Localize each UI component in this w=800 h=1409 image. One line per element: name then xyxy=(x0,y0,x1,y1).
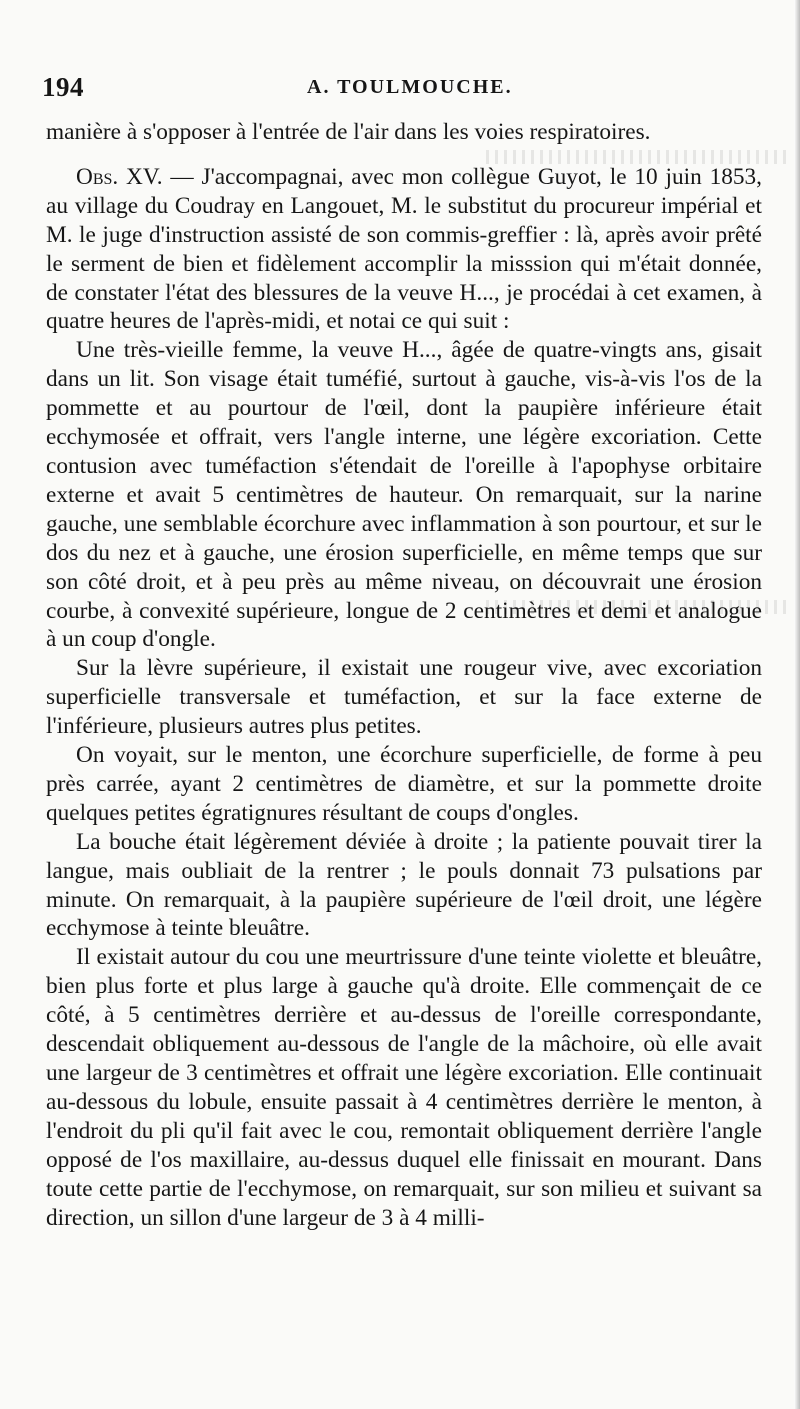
bleed-through-mark xyxy=(486,150,786,164)
page-edge-shadow xyxy=(794,0,800,1409)
paragraph-continuation: manière à s'opposer à l'entrée de l'air dans les voies respiratoires. xyxy=(46,119,651,145)
paragraph-neck: Il existait autour du cou une meurtrissure d'une teinte violette et bleuâtre, bien plus forte et plus large à gauche qu'à droite. Elle commençait de ce côté, à 5 centimètres derrière et au-dessus de l'oreille correspondante, descendait obliquement au-dessous de l'angle de la mâchoire, où elle avait une largeur de 3 centimètres et offrait une légère excoriation. Elle continuait au-dessous du lobule, ensuite passait à 4 centimètres derrière le menton, à l'endroit du pli qu'il fait avec le cou, remontait obliquement derrière l'angle opposé de l'os maxillaire, au-dessus duquel elle finissait en mourant. Dans toute cette partie de l'ecchymose, on remarquait, sur son milieu et suivant sa direction, un sillon d'une largeur de 3 à 4 milli- xyxy=(46,944,762,1231)
running-head: A. TOULMOUCHE. xyxy=(307,76,513,98)
page-number: 194 xyxy=(42,72,84,102)
paragraph-observation xyxy=(46,163,762,336)
paragraph-mouth: La bouche était légèrement déviée à droite ; la patiente pouvait tirer la langue, mais oubliait de la rentrer ; le pouls donnait 73 pulsations par minute. On remarquait, à la paupière supérieure de l'œil droit, une légère ecchymose à teinte bleuâtre. xyxy=(46,828,762,942)
paragraph-lip: Sur la lèvre supérieure, il existait une rougeur vive, avec excoriation superficielle transversale et tuméfaction, et sur la face externe de l'inférieure, plusieurs autres plus petites. xyxy=(46,655,762,740)
page-header xyxy=(42,72,762,108)
body-text xyxy=(46,118,762,1232)
observation-text: — J'accompagnai, avec mon collègue Guyot, le 10 juin 1853, au village du Coudray en Langouet, M. le substitut du procureur impérial et M. le juge d'instruction assisté de son commis-greffier : là, après avoir prêté le serment de bien et fidèlement accomplir la misssion qui m'était donnée, de constater l'état des blessures de la veuve H..., je procédai à cet examen, à quatre heures de l'après-midi, et notai ce qui suit : xyxy=(46,163,762,335)
paragraph-face-injuries: Une très-vieille femme, la veuve H..., âgée de quatre-vingts ans, gisait dans un lit. Son visage était tuméfié, surtout à gauche, vis-à-vis l'os de la pommette et au pourtour de l'œil, dont la paupière inférieure était ecchymosée et offrait, vers l'angle interne, une légère excoriation. Cette contusion avec tuméfaction s'étendait de l'oreille à l'apophyse orbitaire externe et avait 5 centimètres de hauteur. On remarquait, sur la narine gauche, une semblable écorchure avec inflammation à son pourtour, et sur le dos du nez et à gauche, une érosion superficielle, en même temps que sur son côté droit, et à peu près au même niveau, on découvrait une érosion courbe, à convexité supérieure, longue de 2 centimètres et demi et analogue à un coup d'ongle. xyxy=(46,337,762,653)
bleed-through-mark xyxy=(486,600,786,614)
observation-label: Obs. XV. xyxy=(76,163,163,190)
paragraph-chin: On voyait, sur le menton, une écorchure superficielle, de forme à peu près carrée, ayant 2 centimètres de diamètre, et sur la pommette droite quelques petites égratignures résultant de coups d'ongles. xyxy=(46,742,762,826)
